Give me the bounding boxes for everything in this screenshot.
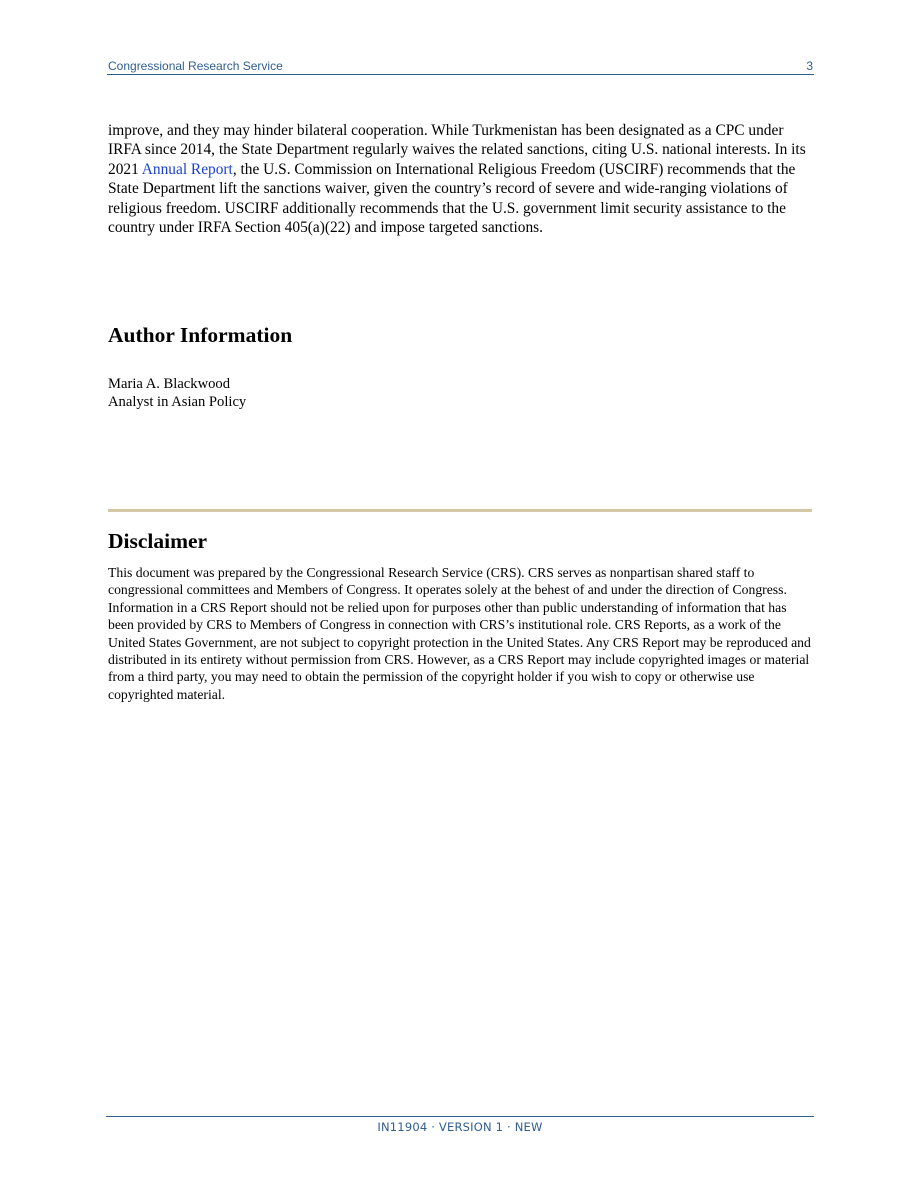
disclaimer-heading: Disclaimer	[108, 529, 208, 553]
header-page-number: 3	[806, 59, 813, 73]
annual-report-link[interactable]: Annual Report	[141, 160, 233, 178]
author-block	[108, 375, 246, 411]
header-org-name: Congressional Research Service	[108, 59, 283, 73]
page-header	[107, 57, 814, 75]
disclaimer-text: This document was prepared by the Congressional Research Service (CRS). CRS serves as nonpartisan shared staff to congressional committees and Members of Congress. It operates solely at the behest of and under the direction of Congress. Information in a CRS Report should not be relied upon for purposes other than public understanding of information that has been provided by CRS to Members of Congress in connection with CRS’s institutional role. CRS Reports, as a work of the United States Government, are not subject to copyright protection in the United States. Any CRS Report may be reproduced and distributed in its entirety without permission from CRS. However, as a CRS Report may include copyrighted images or material from a third party, you may need to obtain the permission of the copyright holder if you wish to copy or otherwise use copyrighted material.	[108, 565, 811, 702]
author-title: Analyst in Asian Policy	[108, 394, 247, 410]
footer-divider	[106, 1116, 814, 1117]
section-divider	[108, 509, 812, 512]
author-name: Maria A. Blackwood	[108, 376, 230, 392]
body-text-part-1: improve, and they may hinder bilateral cooperation. While Turkmenistan has been designated as a CPC under IRFA since 2014, the State Department regularly waives the related sanctions, citing U.S. national interests. In its 2021	[108, 122, 806, 178]
author-information-heading: Author Information	[108, 323, 293, 347]
footer-report-id: IN11904 · VERSION 1 · NEW	[377, 1120, 543, 1134]
body-paragraph	[108, 121, 814, 237]
body-text-part-2: , the U.S. Commission on International Religious Freedom (USCIRF) recommends that the State Department lift the sanctions waiver, given the country’s record of severe and wide-ranging violations of religious freedom. USCIRF additionally recommends that the U.S. government limit security assistance to the country under IRFA Section 405(a)(22) and impose targeted sanctions.	[108, 160, 796, 237]
